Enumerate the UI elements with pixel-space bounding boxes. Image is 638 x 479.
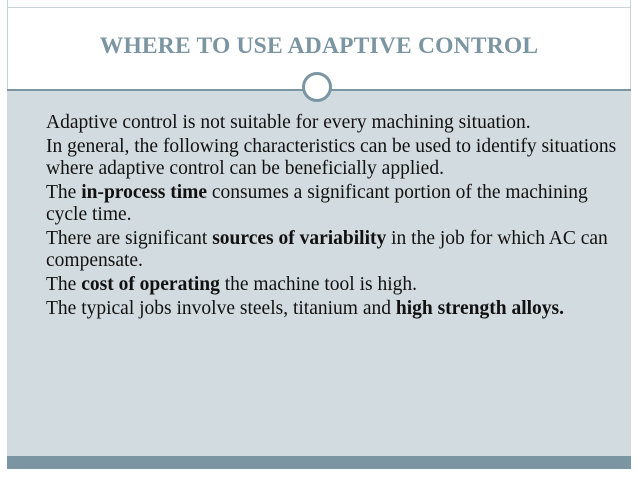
list-item (12, 274, 622, 296)
bullet-text-tail: in the job for which AC can compensate. (46, 228, 608, 271)
bullet-emphasis: high strength alloys. (395, 298, 564, 319)
list-item (12, 136, 622, 180)
bullet-text-tail: consumes a significant portion of the machining cycle time. (46, 182, 588, 225)
bullet-text-tail: the machine tool is high. (219, 274, 417, 295)
bullet-text: In general, the following characteristics can be used to identify situations where adaptive control can be beneficially applied. (46, 136, 617, 179)
list-item (12, 112, 622, 134)
bullet-text: The typical jobs involve steels, titanium and (46, 298, 396, 319)
bullet-text: The (46, 182, 82, 203)
list-item (12, 228, 622, 272)
bullet-text: Adaptive control is not suitable for every machining situation. (46, 112, 531, 133)
bullet-emphasis: sources of variability (212, 228, 387, 249)
bullet-list (12, 112, 622, 322)
frame-top-border (7, 7, 631, 8)
bullet-emphasis: in-process time (81, 182, 208, 203)
list-item (12, 298, 622, 320)
bullet-text: The (46, 274, 82, 295)
list-item (12, 182, 622, 226)
bullet-emphasis: cost of operating (81, 274, 220, 295)
bottom-band (7, 456, 631, 469)
ring-ornament (302, 72, 332, 102)
bullet-text: There are significant (46, 228, 213, 249)
slide-title: WHERE TO USE ADAPTIVE CONTROL (99, 33, 539, 59)
